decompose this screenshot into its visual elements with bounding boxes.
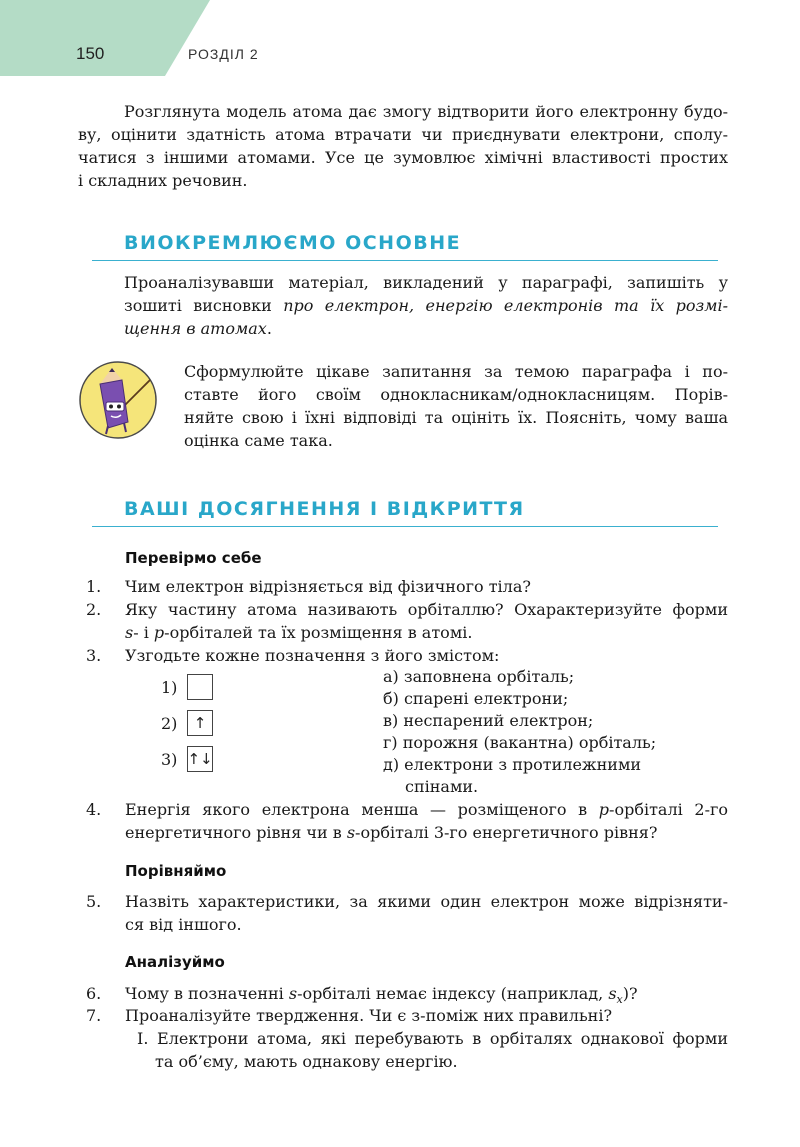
- question-1: Чим електрон відрізняється від фізичного тіла?: [125, 577, 531, 596]
- task-line-4: оцінка саме така.: [184, 431, 333, 450]
- question-2-line-1: Яку частину атома називають орбіталлю? Охарактеризуйте форми: [125, 600, 728, 619]
- task-line-2: ставте його своїм однокласникам/однокласницям. Порів-: [184, 385, 728, 404]
- question-number: 6.: [86, 984, 102, 1003]
- match-option-continued: спінами.: [405, 777, 479, 796]
- question-3: Узгодьте кожне позначення з його змістом:: [125, 646, 500, 665]
- page-number: 150: [76, 44, 105, 63]
- summary-heading: ВИОКРЕМЛЮЄМО ОСНОВНЕ: [124, 232, 462, 254]
- question-number: 1.: [86, 577, 102, 596]
- task-line-3: няйте свою і їхні відповіді та оцініть їх. Поясніть, чому ваша: [184, 408, 728, 427]
- question-5-line-1: Назвіть характеристики, за якими один електрон може відрізняти-: [125, 892, 728, 911]
- summary-line-2: зошиті висновки про електрон, енергію електронів та їх розмі-: [124, 296, 728, 315]
- statement-1-line-2: та об’єму, мають однакову енергію.: [155, 1052, 458, 1071]
- subheading-check-yourself: Перевірмо себе: [125, 549, 262, 567]
- question-2-line-2: s- і p-орбіталей та їх розміщення в атомі.: [125, 623, 473, 642]
- orbital-label: 3): [161, 750, 178, 769]
- header-band: [0, 0, 210, 76]
- question-number: 5.: [86, 892, 102, 911]
- section-label: РОЗДІЛ 2: [188, 46, 259, 62]
- question-number: 4.: [86, 800, 102, 819]
- match-option: г) порожня (вакантна) орбіталь;: [383, 733, 657, 752]
- orbital-label: 2): [161, 714, 178, 733]
- intro-line-1: Розглянута модель атома дає змогу відтворити його електронну будо-: [124, 102, 728, 121]
- achievements-heading: ВАШІ ДОСЯГНЕННЯ І ВІДКРИТТЯ: [124, 498, 525, 520]
- paired-electrons-orbital-box: ↑↓: [187, 746, 213, 772]
- intro-line-3: чатися з іншими атомами. Усе це зумовлює хімічні властивості простих: [78, 148, 728, 167]
- single-electron-orbital-box: ↑: [187, 710, 213, 736]
- question-4-line-2: енергетичного рівня чи в s-орбіталі 3-го енергетичного рівня?: [125, 823, 658, 842]
- match-option: а) заповнена орбіталь;: [383, 667, 575, 686]
- summary-line-1: Проаналізувавши матеріал, викладений у параграфі, запишіть у: [124, 273, 728, 292]
- match-option: д) електрони з протилежними: [383, 755, 642, 774]
- question-number: 7.: [86, 1006, 102, 1025]
- task-line-1: Сформулюйте цікаве запитання за темою параграфа і по-: [184, 362, 728, 381]
- pencil-mascot-icon: [78, 360, 158, 440]
- statement-1-line-1: І. Електрони атома, які перебувають в орбіталях однакової форми: [137, 1029, 728, 1048]
- question-number: 3.: [86, 646, 102, 665]
- intro-line-2: ву, оцінити здатність атома втрачати чи приєднувати електрони, сполу-: [78, 125, 728, 144]
- subheading-analyze: Аналізуймо: [125, 953, 225, 971]
- match-option: в) неспарений електрон;: [383, 711, 594, 730]
- empty-orbital-box: [187, 674, 213, 700]
- question-7: Проаналізуйте твердження. Чи є з-поміж них правильні?: [125, 1006, 613, 1025]
- question-4-line-1: Енергія якого електрона менша — розміщеного в p-орбіталі 2-го: [125, 800, 729, 819]
- achievements-rule: [92, 526, 718, 527]
- question-6: Чому в позначенні s-орбіталі немає індексу (наприклад, $s_x$)?: [125, 984, 638, 1007]
- summary-line-3: щення в атомах.: [124, 319, 272, 338]
- intro-line-4: і складних речовин.: [78, 171, 248, 190]
- match-option: б) спарені електрони;: [383, 689, 569, 708]
- subheading-compare: Порівняймо: [125, 862, 227, 880]
- summary-rule: [92, 260, 718, 261]
- question-number: 2.: [86, 600, 102, 619]
- orbital-label: 1): [161, 678, 178, 697]
- question-5-line-2: ся від іншого.: [125, 915, 242, 934]
